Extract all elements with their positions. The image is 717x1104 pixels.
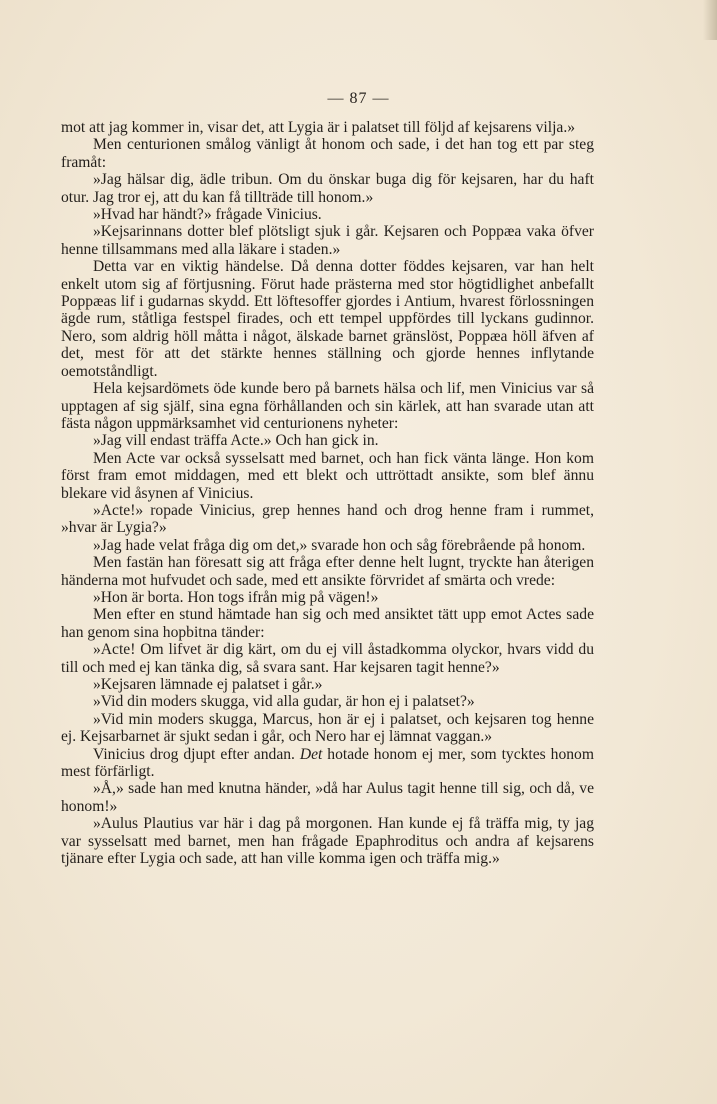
- body-text: [61, 119, 594, 867]
- paragraph-8: »Jag vill endast träffa Acte.» Och han gick in.: [93, 432, 379, 450]
- paragraph-15: »Acte! Om lifvet är dig kärt, om du ej vill åstadkomma olyckor, hvars vidd du till och med ej kan tänka dig, så svara sant. Har kejsaren tagit henne?»: [61, 641, 594, 676]
- paragraph-14: Men efter en stund hämtade han sig och med ansiktet tätt upp emot Actes sade han genom sina hopbitna tänder:: [61, 606, 594, 641]
- paragraph-18: »Vid min moders skugga, Marcus, hon är ej i palatset, och kejsaren tog henne ej. Kejsarbarnet är sjukt sedan i går, och Nero har ej lämnat vaggan.»: [61, 710, 594, 746]
- paragraph-7: Hela kejsardömets öde kunde bero på barnets hälsa och lif, men Vinicius var så upptagen af sig själf, sina egna förhållanden och sin kärlek, att han svarade utan att fästa någon uppmärksamhet vid centurionens nyheter:: [61, 380, 594, 432]
- paragraph-9: Men Acte var också sysselsatt med barnet, och han fick vänta länge. Hon kom först fram emot middagen, med ett blekt och uttröttadt ansikte, som blef ännu blekare vid åsynen af Vinicius.: [61, 449, 594, 502]
- paragraph-3: »Jag hälsar dig, ädle tribun. Om du önskar buga dig för kejsaren, har du haft otur. Jag tror ej, att du kan få tillträde till honom.»: [61, 171, 594, 206]
- paragraph-2: Men centurionen smålog vänligt åt honom och sade, i det han tog ett par steg framåt:: [61, 136, 594, 171]
- paragraph-12: Men fastän han föresatt sig att fråga efter denne helt lugnt, tryckte han återigen händerna mot hufvudet och sade, med ett ansikte förvridet af smärta och vrede:: [61, 554, 594, 589]
- paragraph-5: »Kejsarinnans dotter blef plötsligt sjuk i går. Kejsaren och Poppæa vaka öfver henne tillsammans med alla läkare i staden.»: [61, 223, 594, 258]
- paragraph-16: »Kejsaren lämnade ej palatset i går.»: [93, 676, 323, 693]
- page-number: — 87 —: [327, 90, 390, 107]
- paragraph-4: »Hvad har händt?» frågade Vinicius.: [93, 206, 322, 224]
- page-corner-shadow: [703, 0, 717, 40]
- paragraph-19-end: hotade honom ej mer, som tycktes honom mest förfärligt.: [61, 745, 594, 781]
- paragraph-19-italic: Det: [299, 745, 323, 763]
- paragraph-6: Detta var en viktig händelse. Då denna dotter föddes kejsaren, var han helt enkelt utom sig af förtjusning. Förut hade prästerna med stor högtidlighet anbefallt Poppæas lif i gudarnas skydd. Ett löftesoffer gjordes i Antium, hvarest förlossningen ägde rum, ståtliga festspel firades, och ett tempel uppfördes till lyckans gudinnor. Nero, som aldrig höll måtta i något, älskade barnet gränslöst, Poppæa höll äfven af det, mest för att det stärkte hennes ställning och gjorde hennes inflytande oemotståndligt.: [61, 258, 594, 380]
- paragraph-13: »Hon är borta. Hon togs ifrån mig på vägen!»: [93, 588, 379, 606]
- paragraph-19-start: Vinicius drog djupt efter andan.: [93, 745, 300, 763]
- paragraph-21: »Aulus Plautius var här i dag på morgonen. Han kunde ej få träffa mig, ty jag var sysselsatt med barnet, men han frågade Epaphroditus och andra af kejsarens tjänare efter Lygia och sade, att han ville komma igen och träffa mig.»: [61, 815, 594, 868]
- paragraph-11: »Jag hade velat fråga dig om det,» svarade hon och såg förebrående på honom.: [93, 536, 586, 554]
- paragraph-20: »Å,» sade han med knutna händer, »då har Aulus tagit henne till sig, och då, ve honom!»: [61, 780, 594, 815]
- paragraph-17: »Vid din moders skugga, vid alla gudar, är hon ej i palatset?»: [93, 693, 475, 711]
- paragraph-10: »Acte!» ropade Vinicius, grep hennes hand och drog henne fram i rummet, »hvar är Lygia?»: [61, 501, 594, 537]
- paragraph-19: [61, 746, 594, 781]
- paragraph-1: mot att jag kommer in, visar det, att Lygia är i palatset till följd af kejsarens vilja.»: [61, 119, 576, 136]
